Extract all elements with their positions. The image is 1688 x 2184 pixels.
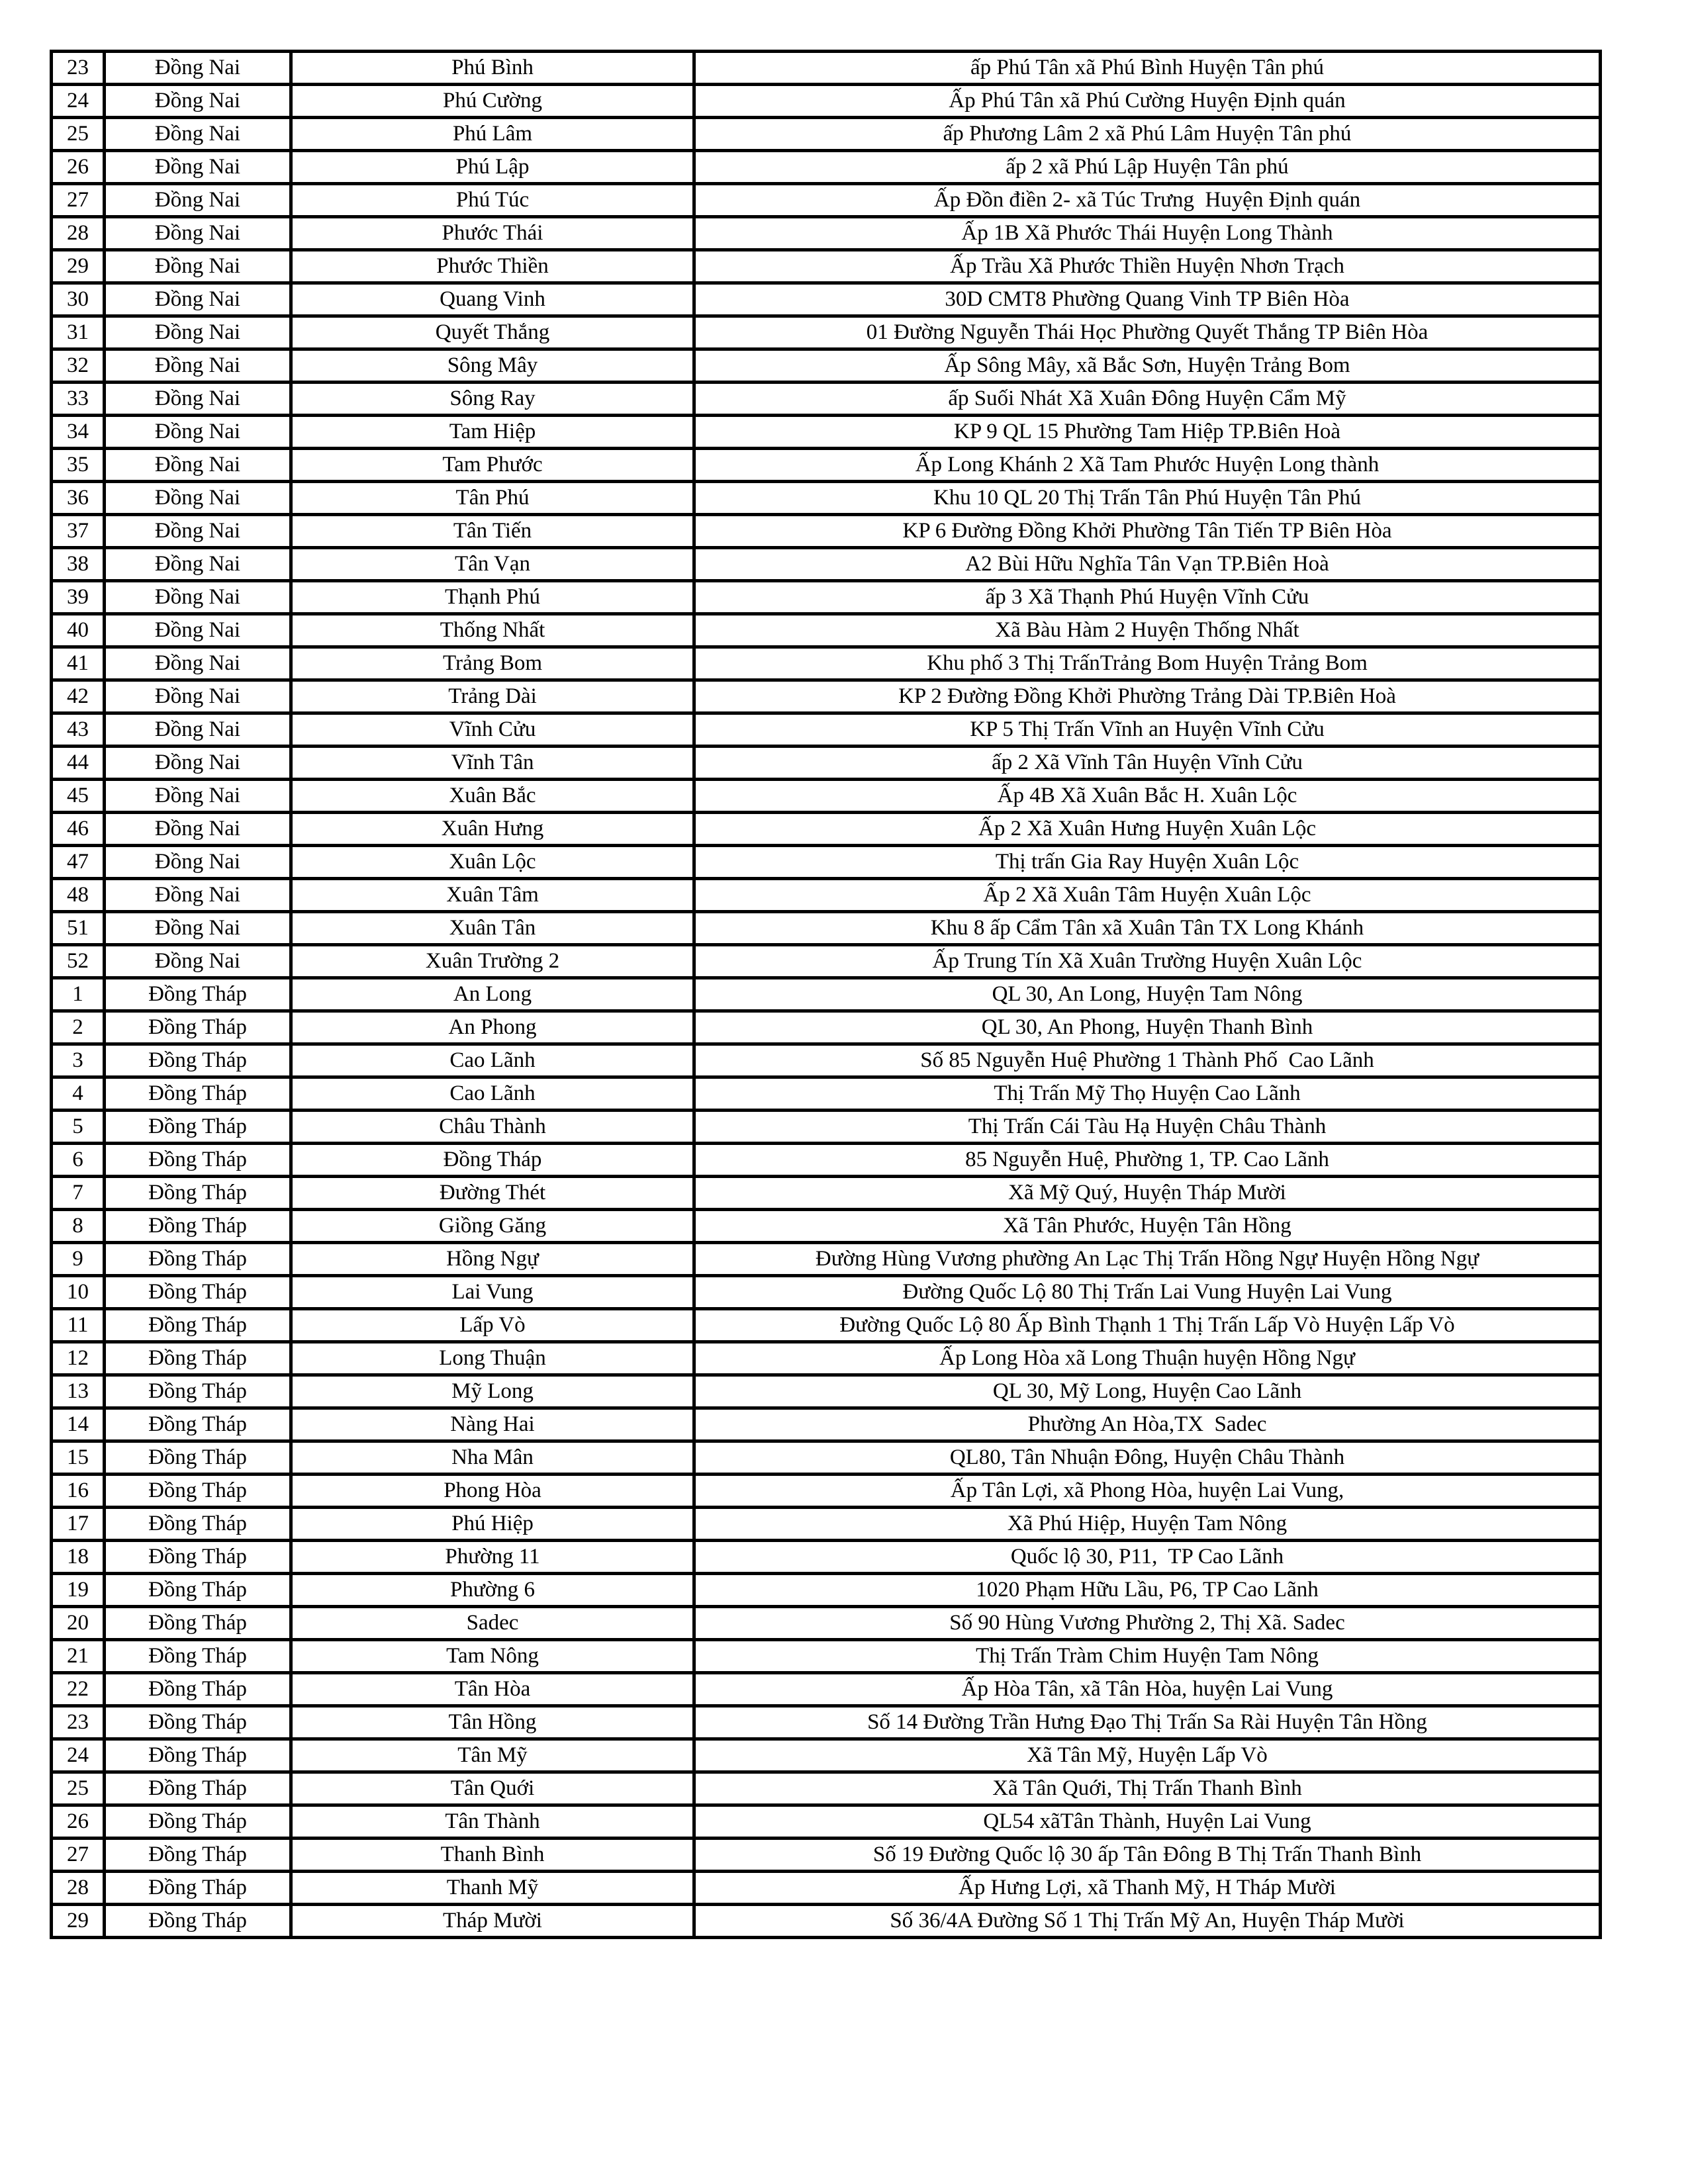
province-cell: Đồng Tháp (105, 1276, 291, 1309)
table-row (52, 1441, 1601, 1475)
address-cell: KP 9 QL 15 Phường Tam Hiệp TP.Biên Hoà (694, 416, 1601, 449)
row-number-cell: 24 (52, 1739, 105, 1772)
table-row (52, 52, 1601, 85)
province-cell: Đồng Nai (105, 482, 291, 515)
province-cell: Đồng Nai (105, 416, 291, 449)
row-number-cell: 8 (52, 1210, 105, 1243)
row-number-cell: 3 (52, 1044, 105, 1077)
branch-name-cell: Phong Hòa (291, 1475, 694, 1508)
branch-name-cell: Tháp Mười (291, 1905, 694, 1938)
address-cell: Ấp 4B Xã Xuân Bắc H. Xuân Lộc (694, 780, 1601, 813)
row-number-cell: 32 (52, 349, 105, 383)
table-row (52, 250, 1601, 283)
branch-name-cell: Cao Lãnh (291, 1044, 694, 1077)
branch-name-cell: Xuân Bắc (291, 780, 694, 813)
address-cell: Xã Tân Quới, Thị Trấn Thanh Bình (694, 1772, 1601, 1805)
row-number-cell: 31 (52, 316, 105, 349)
table-row (52, 184, 1601, 217)
branch-name-cell: Sông Ray (291, 383, 694, 416)
table-row (52, 85, 1601, 118)
address-cell: Số 85 Nguyễn Huệ Phường 1 Thành Phố Cao Lãnh (694, 1044, 1601, 1077)
branch-name-cell: Châu Thành (291, 1111, 694, 1144)
address-cell: QL 30, An Long, Huyện Tam Nông (694, 978, 1601, 1011)
province-cell: Đồng Nai (105, 647, 291, 680)
table-row (52, 1077, 1601, 1111)
address-cell: Khu 10 QL 20 Thị Trấn Tân Phú Huyện Tân Phú (694, 482, 1601, 515)
branch-name-cell: Tân Phú (291, 482, 694, 515)
province-cell: Đồng Tháp (105, 1905, 291, 1938)
address-cell: Thị Trấn Tràm Chim Huyện Tam Nông (694, 1640, 1601, 1673)
row-number-cell: 51 (52, 912, 105, 945)
province-cell: Đồng Tháp (105, 1077, 291, 1111)
table-row (52, 1739, 1601, 1772)
branch-name-cell: Phước Thái (291, 217, 694, 250)
branch-name-cell: Vĩnh Cửu (291, 713, 694, 747)
row-number-cell: 34 (52, 416, 105, 449)
province-cell: Đồng Tháp (105, 1574, 291, 1607)
address-cell: Ấp Đồn điền 2- xã Túc Trưng Huyện Định quán (694, 184, 1601, 217)
table-row (52, 879, 1601, 912)
table-row (52, 1805, 1601, 1839)
table-row (52, 813, 1601, 846)
province-cell: Đồng Nai (105, 713, 291, 747)
table-row (52, 1706, 1601, 1739)
branch-name-cell: Quang Vinh (291, 283, 694, 316)
row-number-cell: 42 (52, 680, 105, 713)
province-cell: Đồng Tháp (105, 978, 291, 1011)
province-cell: Đồng Tháp (105, 1640, 291, 1673)
address-cell: Thị trấn Gia Ray Huyện Xuân Lộc (694, 846, 1601, 879)
row-number-cell: 23 (52, 1706, 105, 1739)
branch-name-cell: Phú Lập (291, 151, 694, 184)
address-cell: 30D CMT8 Phường Quang Vinh TP Biên Hòa (694, 283, 1601, 316)
province-cell: Đồng Tháp (105, 1441, 291, 1475)
row-number-cell: 28 (52, 1872, 105, 1905)
table-row (52, 283, 1601, 316)
table-row (52, 1839, 1601, 1872)
province-cell: Đồng Tháp (105, 1375, 291, 1408)
row-number-cell: 17 (52, 1508, 105, 1541)
row-number-cell: 14 (52, 1408, 105, 1441)
province-cell: Đồng Tháp (105, 1144, 291, 1177)
table-row (52, 647, 1601, 680)
table-row (52, 1111, 1601, 1144)
province-cell: Đồng Nai (105, 118, 291, 151)
branch-name-cell: Trảng Dài (291, 680, 694, 713)
branch-name-cell: Xuân Trường 2 (291, 945, 694, 978)
table-row (52, 1309, 1601, 1342)
table-body (52, 52, 1601, 1938)
row-number-cell: 39 (52, 581, 105, 614)
table-row (52, 482, 1601, 515)
province-cell: Đồng Nai (105, 349, 291, 383)
branch-name-cell: Đường Thét (291, 1177, 694, 1210)
table-row (52, 1475, 1601, 1508)
row-number-cell: 28 (52, 217, 105, 250)
address-cell: Ấp Hưng Lợi, xã Thanh Mỹ, H Tháp Mười (694, 1872, 1601, 1905)
row-number-cell: 47 (52, 846, 105, 879)
table-row (52, 1905, 1601, 1938)
branch-name-cell: Sông Mây (291, 349, 694, 383)
branch-name-cell: Mỹ Long (291, 1375, 694, 1408)
table-row (52, 1872, 1601, 1905)
province-cell: Đồng Nai (105, 680, 291, 713)
address-cell: 85 Nguyễn Huệ, Phường 1, TP. Cao Lãnh (694, 1144, 1601, 1177)
branch-name-cell: Quyết Thắng (291, 316, 694, 349)
branch-name-cell: Tân Mỹ (291, 1739, 694, 1772)
address-cell: QL54 xãTân Thành, Huyện Lai Vung (694, 1805, 1601, 1839)
row-number-cell: 26 (52, 151, 105, 184)
branch-name-cell: Tân Tiến (291, 515, 694, 548)
table-row (52, 912, 1601, 945)
table-row (52, 945, 1601, 978)
row-number-cell: 21 (52, 1640, 105, 1673)
row-number-cell: 9 (52, 1243, 105, 1276)
branch-name-cell: Xuân Tâm (291, 879, 694, 912)
table-row (52, 1210, 1601, 1243)
address-cell: Xã Tân Phước, Huyện Tân Hồng (694, 1210, 1601, 1243)
table-row (52, 1408, 1601, 1441)
table-row (52, 680, 1601, 713)
branch-name-cell: Thạnh Phú (291, 581, 694, 614)
row-number-cell: 25 (52, 118, 105, 151)
province-cell: Đồng Nai (105, 283, 291, 316)
province-cell: Đồng Tháp (105, 1673, 291, 1706)
branch-name-cell: Tam Nông (291, 1640, 694, 1673)
province-cell: Đồng Nai (105, 515, 291, 548)
row-number-cell: 1 (52, 978, 105, 1011)
address-cell: ấp 2 xã Phú Lập Huyện Tân phú (694, 151, 1601, 184)
address-cell: Phường An Hòa,TX Sadec (694, 1408, 1601, 1441)
row-number-cell: 12 (52, 1342, 105, 1375)
table-row (52, 515, 1601, 548)
address-cell: ấp 3 Xã Thạnh Phú Huyện Vĩnh Cửu (694, 581, 1601, 614)
row-number-cell: 35 (52, 449, 105, 482)
branch-name-cell: Phường 6 (291, 1574, 694, 1607)
table-row (52, 349, 1601, 383)
table-row (52, 151, 1601, 184)
province-cell: Đồng Tháp (105, 1243, 291, 1276)
address-cell: KP 6 Đường Đồng Khởi Phường Tân Tiến TP Biên Hòa (694, 515, 1601, 548)
address-cell: ấp Phú Tân xã Phú Bình Huyện Tân phú (694, 52, 1601, 85)
table-row (52, 1375, 1601, 1408)
province-cell: Đồng Tháp (105, 1177, 291, 1210)
branch-name-cell: Nàng Hai (291, 1408, 694, 1441)
row-number-cell: 18 (52, 1541, 105, 1574)
province-cell: Đồng Nai (105, 581, 291, 614)
province-cell: Đồng Tháp (105, 1408, 291, 1441)
row-number-cell: 7 (52, 1177, 105, 1210)
address-cell: Xã Tân Mỹ, Huyện Lấp Vò (694, 1739, 1601, 1772)
province-cell: Đồng Tháp (105, 1607, 291, 1640)
address-cell: Số 19 Đường Quốc lộ 30 ấp Tân Đông B Thị Trấn Thanh Bình (694, 1839, 1601, 1872)
row-number-cell: 20 (52, 1607, 105, 1640)
row-number-cell: 46 (52, 813, 105, 846)
branch-name-cell: Xuân Lộc (291, 846, 694, 879)
row-number-cell: 11 (52, 1309, 105, 1342)
province-cell: Đồng Tháp (105, 1541, 291, 1574)
address-cell: Số 14 Đường Trần Hưng Đạo Thị Trấn Sa Rài Huyện Tân Hồng (694, 1706, 1601, 1739)
address-cell: Ấp Tân Lợi, xã Phong Hòa, huyện Lai Vung, (694, 1475, 1601, 1508)
province-cell: Đồng Nai (105, 879, 291, 912)
province-cell: Đồng Nai (105, 217, 291, 250)
address-cell: QL 30, Mỹ Long, Huyện Cao Lãnh (694, 1375, 1601, 1408)
province-cell: Đồng Tháp (105, 1342, 291, 1375)
row-number-cell: 43 (52, 713, 105, 747)
branch-name-cell: Sadec (291, 1607, 694, 1640)
branch-name-cell: Cao Lãnh (291, 1077, 694, 1111)
address-cell: Xã Phú Hiệp, Huyện Tam Nông (694, 1508, 1601, 1541)
address-cell: Xã Mỹ Quý, Huyện Tháp Mười (694, 1177, 1601, 1210)
table-row (52, 780, 1601, 813)
row-number-cell: 16 (52, 1475, 105, 1508)
row-number-cell: 41 (52, 647, 105, 680)
province-cell: Đồng Nai (105, 316, 291, 349)
table-row (52, 1177, 1601, 1210)
address-cell: Ấp Trầu Xã Phước Thiền Huyện Nhơn Trạch (694, 250, 1601, 283)
table-row (52, 614, 1601, 647)
province-cell: Đồng Nai (105, 747, 291, 780)
address-cell: Khu 8 ấp Cẩm Tân xã Xuân Tân TX Long Khánh (694, 912, 1601, 945)
table-row (52, 713, 1601, 747)
address-cell: Ấp 2 Xã Xuân Tâm Huyện Xuân Lộc (694, 879, 1601, 912)
province-cell: Đồng Tháp (105, 1111, 291, 1144)
province-cell: Đồng Nai (105, 614, 291, 647)
address-cell: 1020 Phạm Hữu Lầu, P6, TP Cao Lãnh (694, 1574, 1601, 1607)
row-number-cell: 36 (52, 482, 105, 515)
province-cell: Đồng Nai (105, 449, 291, 482)
table-row (52, 1508, 1601, 1541)
row-number-cell: 45 (52, 780, 105, 813)
branch-name-cell: Giồng Găng (291, 1210, 694, 1243)
address-cell: KP 5 Thị Trấn Vĩnh an Huyện Vĩnh Cửu (694, 713, 1601, 747)
branch-name-cell: Hồng Ngự (291, 1243, 694, 1276)
address-cell: Số 90 Hùng Vương Phường 2, Thị Xã. Sadec (694, 1607, 1601, 1640)
row-number-cell: 19 (52, 1574, 105, 1607)
branch-name-cell: Xuân Hưng (291, 813, 694, 846)
row-number-cell: 44 (52, 747, 105, 780)
table-row (52, 316, 1601, 349)
branch-name-cell: Tam Hiệp (291, 416, 694, 449)
address-cell: ấp 2 Xã Vĩnh Tân Huyện Vĩnh Cửu (694, 747, 1601, 780)
table-row (52, 1144, 1601, 1177)
row-number-cell: 25 (52, 1772, 105, 1805)
province-cell: Đồng Tháp (105, 1772, 291, 1805)
branch-name-cell: Long Thuận (291, 1342, 694, 1375)
address-cell: Ấp Trung Tín Xã Xuân Trường Huyện Xuân Lộc (694, 945, 1601, 978)
address-cell: Thị Trấn Mỹ Thọ Huyện Cao Lãnh (694, 1077, 1601, 1111)
province-cell: Đồng Tháp (105, 1011, 291, 1044)
row-number-cell: 27 (52, 1839, 105, 1872)
province-cell: Đồng Nai (105, 813, 291, 846)
province-cell: Đồng Tháp (105, 1309, 291, 1342)
table-row (52, 548, 1601, 581)
province-cell: Đồng Tháp (105, 1508, 291, 1541)
province-cell: Đồng Nai (105, 912, 291, 945)
table-row (52, 1011, 1601, 1044)
address-cell: QL80, Tân Nhuận Đông, Huyện Châu Thành (694, 1441, 1601, 1475)
branch-name-cell: Tân Quới (291, 1772, 694, 1805)
row-number-cell: 23 (52, 52, 105, 85)
branch-name-cell: Nha Mân (291, 1441, 694, 1475)
branch-name-cell: An Long (291, 978, 694, 1011)
table-row (52, 449, 1601, 482)
row-number-cell: 40 (52, 614, 105, 647)
address-cell: 01 Đường Nguyễn Thái Học Phường Quyết Thắng TP Biên Hòa (694, 316, 1601, 349)
branch-name-cell: Trảng Bom (291, 647, 694, 680)
branch-name-cell: An Phong (291, 1011, 694, 1044)
table-row (52, 1342, 1601, 1375)
branch-name-cell: Xuân Tân (291, 912, 694, 945)
row-number-cell: 27 (52, 184, 105, 217)
branch-name-cell: Tân Hồng (291, 1706, 694, 1739)
address-cell: Thị Trấn Cái Tàu Hạ Huyện Châu Thành (694, 1111, 1601, 1144)
address-cell: Ấp Hòa Tân, xã Tân Hòa, huyện Lai Vung (694, 1673, 1601, 1706)
province-cell: Đồng Tháp (105, 1210, 291, 1243)
branch-name-cell: Phước Thiền (291, 250, 694, 283)
table-row (52, 1044, 1601, 1077)
address-cell: ấp Suối Nhát Xã Xuân Đông Huyện Cẩm Mỹ (694, 383, 1601, 416)
address-cell: A2 Bùi Hữu Nghĩa Tân Vạn TP.Biên Hoà (694, 548, 1601, 581)
row-number-cell: 2 (52, 1011, 105, 1044)
row-number-cell: 37 (52, 515, 105, 548)
province-cell: Đồng Nai (105, 52, 291, 85)
province-cell: Đồng Nai (105, 383, 291, 416)
table-row (52, 1276, 1601, 1309)
row-number-cell: 24 (52, 85, 105, 118)
row-number-cell: 13 (52, 1375, 105, 1408)
row-number-cell: 4 (52, 1077, 105, 1111)
address-cell: Ấp 2 Xã Xuân Hưng Huyện Xuân Lộc (694, 813, 1601, 846)
branch-name-cell: Phường 11 (291, 1541, 694, 1574)
province-cell: Đồng Tháp (105, 1872, 291, 1905)
address-cell: Quốc lộ 30, P11, TP Cao Lãnh (694, 1541, 1601, 1574)
province-cell: Đồng Tháp (105, 1706, 291, 1739)
branch-name-cell: Thanh Mỹ (291, 1872, 694, 1905)
row-number-cell: 6 (52, 1144, 105, 1177)
province-cell: Đồng Nai (105, 945, 291, 978)
table-row (52, 217, 1601, 250)
row-number-cell: 29 (52, 1905, 105, 1938)
branch-name-cell: Tân Vạn (291, 548, 694, 581)
branch-name-cell: Tân Hòa (291, 1673, 694, 1706)
province-cell: Đồng Tháp (105, 1475, 291, 1508)
branch-name-cell: Phú Túc (291, 184, 694, 217)
table-row (52, 1607, 1601, 1640)
province-cell: Đồng Tháp (105, 1805, 291, 1839)
province-cell: Đồng Nai (105, 250, 291, 283)
table-row (52, 1243, 1601, 1276)
address-cell: Khu phố 3 Thị TrấnTrảng Bom Huyện Trảng Bom (694, 647, 1601, 680)
branch-name-cell: Phú Cường (291, 85, 694, 118)
branch-name-cell: Lai Vung (291, 1276, 694, 1309)
address-cell: KP 2 Đường Đồng Khởi Phường Trảng Dài TP.Biên Hoà (694, 680, 1601, 713)
province-cell: Đồng Nai (105, 85, 291, 118)
address-cell: Ấp Phú Tân xã Phú Cường Huyện Định quán (694, 85, 1601, 118)
table-row (52, 1574, 1601, 1607)
table-row (52, 747, 1601, 780)
address-cell: Đường Hùng Vương phường An Lạc Thị Trấn Hồng Ngự Huyện Hồng Ngự (694, 1243, 1601, 1276)
province-cell: Đồng Nai (105, 548, 291, 581)
province-cell: Đồng Tháp (105, 1739, 291, 1772)
row-number-cell: 26 (52, 1805, 105, 1839)
branch-name-cell: Tam Phước (291, 449, 694, 482)
province-cell: Đồng Nai (105, 780, 291, 813)
address-cell: Ấp 1B Xã Phước Thái Huyện Long Thành (694, 217, 1601, 250)
table-row (52, 1673, 1601, 1706)
row-number-cell: 29 (52, 250, 105, 283)
address-cell: Ấp Long Khánh 2 Xã Tam Phước Huyện Long thành (694, 449, 1601, 482)
branch-name-cell: Vĩnh Tân (291, 747, 694, 780)
province-cell: Đồng Nai (105, 846, 291, 879)
province-cell: Đồng Nai (105, 184, 291, 217)
address-cell: Đường Quốc Lộ 80 Ấp Bình Thạnh 1 Thị Trấn Lấp Vò Huyện Lấp Vò (694, 1309, 1601, 1342)
address-cell: ấp Phương Lâm 2 xã Phú Lâm Huyện Tân phú (694, 118, 1601, 151)
table-row (52, 1541, 1601, 1574)
table-row (52, 846, 1601, 879)
address-cell: Ấp Long Hòa xã Long Thuận huyện Hồng Ngự (694, 1342, 1601, 1375)
table-row (52, 1640, 1601, 1673)
address-table (50, 50, 1602, 1939)
table-row (52, 978, 1601, 1011)
row-number-cell: 48 (52, 879, 105, 912)
branch-name-cell: Phú Lâm (291, 118, 694, 151)
row-number-cell: 5 (52, 1111, 105, 1144)
address-cell: Ấp Sông Mây, xã Bắc Sơn, Huyện Trảng Bom (694, 349, 1601, 383)
table-row (52, 1772, 1601, 1805)
branch-name-cell: Đồng Tháp (291, 1144, 694, 1177)
address-cell: Xã Bàu Hàm 2 Huyện Thống Nhất (694, 614, 1601, 647)
branch-name-cell: Lấp Vò (291, 1309, 694, 1342)
row-number-cell: 30 (52, 283, 105, 316)
row-number-cell: 33 (52, 383, 105, 416)
address-cell: Số 36/4A Đường Số 1 Thị Trấn Mỹ An, Huyện Tháp Mười (694, 1905, 1601, 1938)
branch-name-cell: Thống Nhất (291, 614, 694, 647)
province-cell: Đồng Nai (105, 151, 291, 184)
province-cell: Đồng Tháp (105, 1839, 291, 1872)
row-number-cell: 52 (52, 945, 105, 978)
row-number-cell: 10 (52, 1276, 105, 1309)
province-cell: Đồng Tháp (105, 1044, 291, 1077)
table-row (52, 118, 1601, 151)
row-number-cell: 22 (52, 1673, 105, 1706)
table-row (52, 581, 1601, 614)
branch-name-cell: Tân Thành (291, 1805, 694, 1839)
table-row (52, 383, 1601, 416)
address-cell: Đường Quốc Lộ 80 Thị Trấn Lai Vung Huyện Lai Vung (694, 1276, 1601, 1309)
branch-name-cell: Thanh Bình (291, 1839, 694, 1872)
branch-name-cell: Phú Hiệp (291, 1508, 694, 1541)
row-number-cell: 38 (52, 548, 105, 581)
row-number-cell: 15 (52, 1441, 105, 1475)
table-row (52, 416, 1601, 449)
branch-name-cell: Phú Bình (291, 52, 694, 85)
address-cell: QL 30, An Phong, Huyện Thanh Bình (694, 1011, 1601, 1044)
